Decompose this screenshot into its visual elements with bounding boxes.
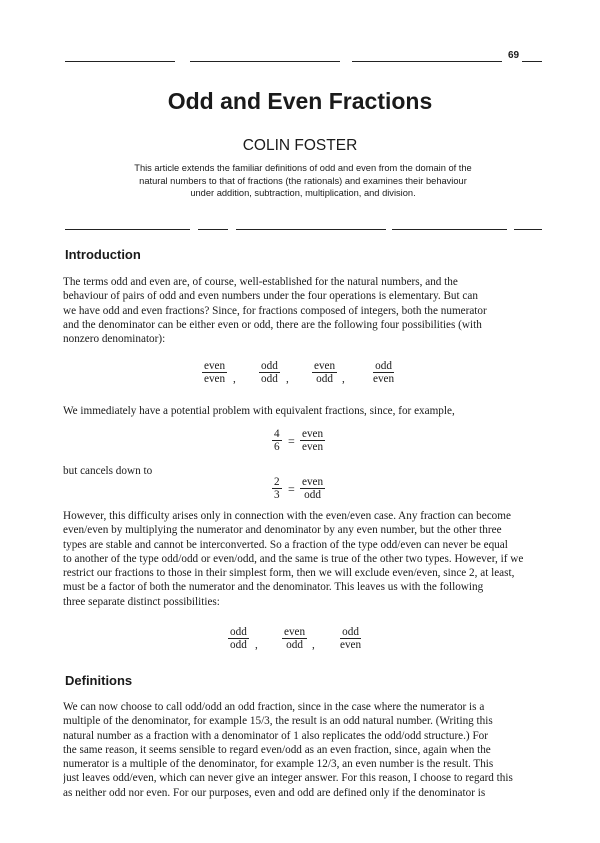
text-line: to another of the type odd/odd or even/odd, and the same is true of the other two types. However, if we (63, 552, 524, 565)
separator: , (233, 373, 236, 385)
equivalence-sentence (63, 404, 541, 418)
separator: , (286, 373, 289, 385)
equals-sign: = (288, 482, 295, 496)
text-line: We can now choose to call odd/odd an odd fraction, since in the case where the numerator is a (63, 701, 485, 713)
fraction-even-odd (312, 360, 337, 385)
denominator: odd (230, 639, 247, 651)
denominator: even (340, 639, 362, 651)
text-line: we have odd and even fractions? Since, for fractions composed of integers, both the numerator (63, 304, 487, 317)
numerator: odd (261, 360, 278, 372)
text-line: numerator is a multiple of the denominator, for example 12/3, an even number is the result. This (63, 758, 494, 771)
abstract-rule-4 (392, 229, 507, 230)
text-line: natural number as a fraction with a denominator of 1 also replicates the odd/odd structure.) For (63, 729, 488, 742)
text-line: restrict our fractions to those in their simplest form, then we will exclude even/even, since 2, at least, (63, 567, 515, 580)
definitions-heading: Definitions (65, 673, 133, 688)
text-line: and the denominator can be either even or odd, there are the following four possibilities (with (63, 318, 482, 331)
example-fraction-4-6 (272, 428, 282, 453)
text-line: even/even by multiplying the numerator and denominator by any even number, but the other three (63, 524, 502, 537)
introduction-heading: Introduction (65, 247, 141, 262)
article-author: COLIN FOSTER (242, 137, 358, 154)
numerator: 4 (274, 428, 280, 440)
text-line: but cancels down to (63, 465, 153, 477)
definitions-paragraph (63, 700, 541, 800)
fraction-odd-even (338, 626, 363, 651)
text-line: three separate distinct possibilities: (63, 595, 220, 608)
text-line: The terms odd and even are, of course, well-established for the natural numbers, and the (63, 276, 458, 288)
numerator: odd (375, 360, 392, 372)
introduction-paragraph-1 (63, 275, 541, 346)
equals-sign: = (288, 434, 295, 448)
denominator: odd (261, 373, 278, 385)
abstract-rule-1 (65, 229, 190, 230)
denominator: odd (304, 489, 321, 501)
numerator: odd (230, 626, 247, 638)
denominator: odd (286, 639, 303, 651)
example-fraction-even-odd (300, 476, 325, 501)
text-line: However, this difficulty arises only in connection with the even/even case. Any fraction can become (63, 510, 511, 522)
text-line: nonzero denominator): (63, 333, 166, 346)
example-fraction-even-even (300, 428, 325, 453)
text-line: multiple of the denominator, for example 15/3, the result is an odd natural number. (Writing this (63, 715, 493, 728)
denominator: even (204, 373, 226, 385)
header-rule-3 (352, 61, 502, 62)
header-rule-2 (190, 61, 340, 62)
numerator: even (302, 428, 324, 440)
article-abstract: This article extends the familiar definitions of odd and even from the domain of the natural numbers to that of fractions (the rationals) and examines their behaviour under addition, subtraction, multiplication, and division. (134, 163, 472, 199)
numerator: even (204, 360, 226, 372)
abstract-rule-5 (514, 229, 542, 230)
text-line: just leaves odd/even, which can never give an integer answer. For this reason, I choose to regard this (63, 772, 513, 785)
separator: , (255, 639, 258, 651)
text-line: as neither odd nor even. For our purposes, even and odd are defined only if the denominator is (63, 786, 486, 799)
fraction-even-odd (282, 626, 307, 651)
text-line: the same reason, it seems sensible to regard even/odd as an even fraction, since, again when the (63, 743, 491, 756)
numerator: even (314, 360, 336, 372)
text-line: types are stable and cannot be interconverted. So a fraction of the type odd/even can never be equal (63, 538, 508, 551)
numerator: 2 (274, 476, 280, 488)
abstract-rule-2 (198, 229, 228, 230)
fraction-odd-odd (259, 360, 280, 385)
denominator: even (302, 441, 324, 453)
separator: , (342, 373, 345, 385)
introduction-paragraph-2 (63, 509, 541, 609)
denominator: 6 (274, 441, 280, 453)
denominator: 3 (274, 489, 280, 501)
numerator: even (284, 626, 306, 638)
text-line: behaviour of pairs of odd and even numbers under the four operations is elementary. But can (63, 290, 478, 303)
separator: , (312, 639, 315, 651)
text-line: must be a factor of both the numerator and the denominator. This leaves us with the following (63, 581, 484, 594)
numerator: even (302, 476, 324, 488)
numerator: odd (342, 626, 359, 638)
abstract-rule-3 (236, 229, 386, 230)
fraction-odd-odd (228, 626, 249, 651)
denominator: odd (316, 373, 333, 385)
page-number: 69 (508, 50, 520, 61)
text-line: We immediately have a potential problem with equivalent fractions, since, for example, (63, 405, 455, 417)
fraction-even-even (202, 360, 227, 385)
header-rule-1 (65, 61, 175, 62)
article-title: Odd and Even Fractions (167, 88, 433, 114)
example-fraction-2-3 (272, 476, 282, 501)
header-rule-4 (522, 61, 542, 62)
fraction-odd-even (371, 360, 396, 385)
denominator: even (373, 373, 395, 385)
